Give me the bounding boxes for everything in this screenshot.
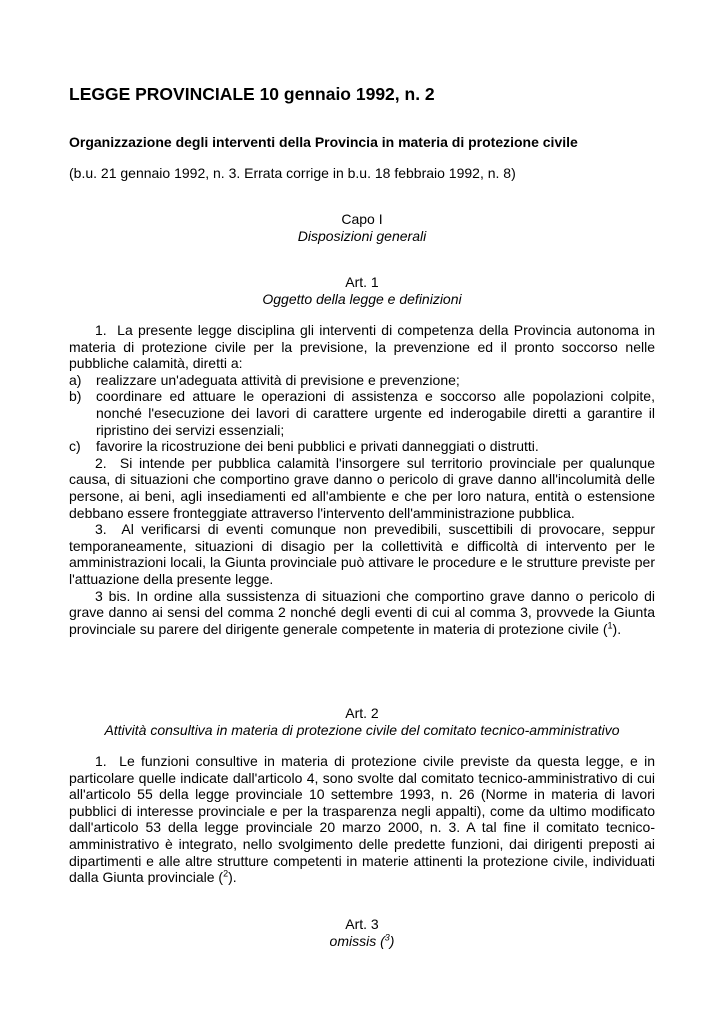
art3-title-end: ) (389, 933, 395, 949)
capo-heading (69, 211, 655, 245)
art1-comma3bis-end: ). (612, 620, 622, 637)
art1-comma3bis-text: 3 bis. In ordine alla sussistenza di situazioni che comportino grave danno o pericolo di grave danno ai sensi del comma 2 nonché degli eventi di cui al comma 3, provvede la Giunta provinciale su parere del dirigente generale competente in materia di protezione civile ( (69, 587, 655, 637)
list-item-text: coordinare ed attuare le operazioni di assistenza e soccorso alle popolazioni colpite, nonché l'esecuzione dei lavori di carattere urgente ed inderogabile diretti a garantire il ripristino dei servizi essenziali; (96, 388, 655, 438)
list-item-label: c) (69, 438, 81, 455)
list-item-label: b) (69, 388, 82, 405)
list-item-text: realizzare un'adeguata attività di previsione e prevenzione; (96, 371, 460, 388)
capo-title: Disposizioni generali (297, 228, 427, 244)
art1-comma1: 1. La presente legge disciplina gli interventi di competenza della Provincia autonoma in materia di protezione civile per la previsione, la prevenzione ed il pronto soccorso nelle pubbliche calamità, diretti a: (69, 322, 655, 372)
art1-heading (69, 274, 655, 308)
art2-heading (69, 705, 655, 739)
art1-label: Art. 1 (345, 274, 379, 290)
footnote-ref-2[interactable]: 2 (223, 868, 229, 879)
list-item (69, 438, 655, 455)
law-title: LEGGE PROVINCIALE 10 gennaio 1992, n. 2 (69, 84, 435, 104)
art2-comma1 (69, 753, 655, 886)
list-item-text: favorire la ricostruzione dei beni pubblici e privati danneggiati o distrutti. (96, 438, 539, 455)
art2-comma1-end: ). (228, 869, 237, 886)
footnote-ref-1[interactable]: 1 (607, 620, 613, 631)
footnote-ref-3[interactable]: 3 (384, 932, 390, 943)
art3-title (69, 933, 655, 950)
art3-heading (69, 916, 655, 950)
capo-label: Capo I (341, 211, 383, 227)
art2-comma1-text: 1. Le funzioni consultive in materia di protezione civile previste da questa legge, e in particolare quelle indicate dall'articolo 4, sono svolte dal comitato tecnico-amministrativo di cui all'articolo 55 della legge provinciale 10 settembre 1993, n. 26 (Norme in materia di lavori pubblici di interesse provinciale e per la trasparenza negli appalti), come da ultimo modificato dall'articolo 53 della legge provinciale 20 marzo 2000, n. 3. A tal fine il comitato tecnico-amministrativo è integrato, nello svolgimento delle predette funzioni, dai dirigenti preposti ai dipartimenti e alle altre strutture competenti in materie attinenti la protezione civile, individuati dalla Giunta provinciale ( (69, 753, 655, 886)
art2-title: Attività consultiva in materia di protezione civile del comitato tecnico-amministrativo (104, 722, 620, 738)
art2-label: Art. 2 (345, 705, 379, 721)
art1-comma3: 3. Al verificarsi di eventi comunque non prevedibili, suscettibili di provocare, seppur temporaneamente, situazioni di disagio per la collettività e difficoltà di intervento per le amministrazioni locali, la Giunta provinciale può attivare le procedure e le strutture previste per l'attuazione della presente legge. (69, 521, 655, 587)
art3-title-text: omissis ( (329, 933, 385, 949)
art1-comma2: 2. Si intende per pubblica calamità l'insorgere sul territorio provinciale per qualunque causa, di situazioni che comportino grave danno o pericolo di grave danno all'incolumità delle persone, ai beni, agli insediamenti ed all'ambiente e che per loro natura, entità o estensione debbano essere fronteggiate attraverso l'intervento dell'amministrazione pubblica. (69, 454, 655, 521)
list-item-label: a) (69, 371, 82, 388)
list-item (69, 372, 655, 389)
art2-body (69, 753, 655, 886)
art3-label: Art. 3 (345, 916, 379, 932)
art1-comma3bis (69, 588, 655, 638)
art1-title: Oggetto della legge e definizioni (262, 291, 462, 307)
art1-body (69, 322, 655, 637)
publication-info: (b.u. 21 gennaio 1992, n. 3. Errata corrige in b.u. 18 febbraio 1992, n. 8) (69, 165, 516, 181)
law-subtitle: Organizzazione degli interventi della Provincia in materia di protezione civile (69, 134, 578, 150)
list-item (69, 388, 655, 438)
